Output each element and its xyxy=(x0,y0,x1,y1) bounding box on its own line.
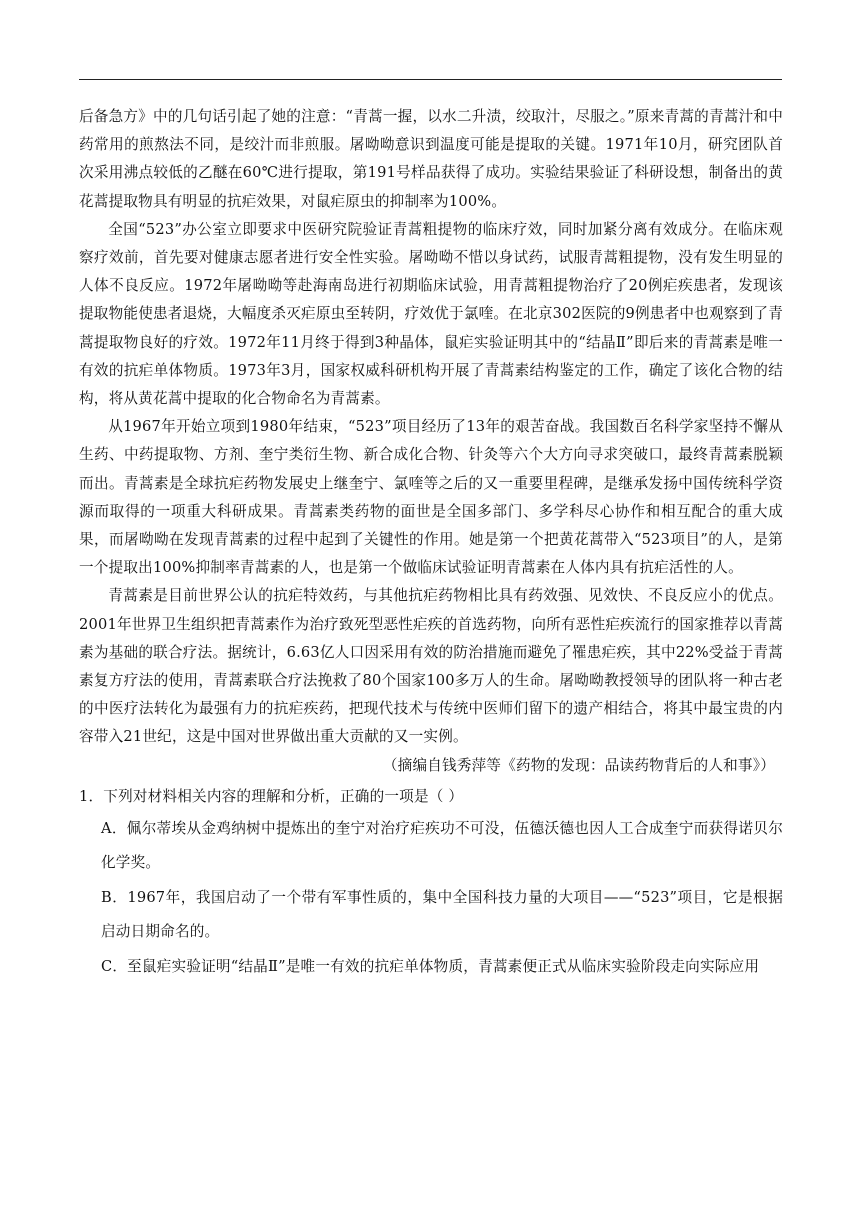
paragraph-continued: 后备急方》中的几句话引起了她的注意：“青蒿一握，以水二升渍，绞取汁，尽服之。”原来青蒿的青蒿汁和中药常用的煎熬法不同，是绞汁而非煎服。屠呦呦意识到温度可能是提取的关键。1971年10月，研究团队首次采用沸点较低的乙醚在60℃进行提取，第191号样品获得了成功。实验结果验证了科研设想，制备出的黄花蒿提取物具有明显的抗疟效果，对鼠疟原虫的抑制率为100%。 xyxy=(79,108,783,210)
option-c: C．至鼠疟实验证明“结晶Ⅱ”是唯一有效的抗疟单体物质，青蒿素便正式从临床实验阶段走向实际应用 xyxy=(101,957,760,975)
paragraph: 全国“523”办公室立即要求中医研究院验证青蒿粗提物的临床疗效，同时加紧分离有效成分。在临床观察疗效前，首先要对健康志愿者进行安全性实验。屠呦呦不惜以身试药，试服青蒿粗提物，没有发生明显的人体不良反应。1972年屠呦呦等赴海南岛进行初期临床试验，用青蒿粗提物治疗了20例疟疾患者，发现该提取物能使患者退烧，大幅度杀灭疟原虫至转阴，疗效优于氯喹。在北京302医院的9例患者中也观察到了青蒿提取物良好的疗效。1972年11月终于得到3种晶体，鼠疟实验证明其中的“结晶Ⅱ”即后来的青蒿素是唯一有效的抗疟单体物质。1973年3月，国家权威科研机构开展了青蒿素结构鉴定的工作，确定了该化合物的结构，将从黄花蒿中提取的化合物命名为青蒿素。 xyxy=(79,220,783,408)
option-b: B．1967年，我国启动了一个带有军事性质的，集中全国科技力量的大项目——“523”项目，它是根据启动日期命名的。 xyxy=(101,888,783,941)
source-citation: （摘编自钱秀萍等《药物的发现：品读药物背后的人和事》） xyxy=(382,756,775,774)
document-body xyxy=(79,103,783,984)
question-stem: 1．下列对材料相关内容的理解和分析，正确的一项是（ ） xyxy=(79,787,464,805)
question-block xyxy=(79,782,783,985)
header-rule xyxy=(79,79,782,80)
paragraph: 青蒿素是目前世界公认的抗疟特效药，与其他抗疟药物相比具有药效强、见效快、不良反应小的优点。2001年世界卫生组织把青蒿素作为治疗致死型恶性疟疾的首选药物，向所有恶性疟疾流行的国家推荐以青蒿素为基础的联合疗法。据统计，6.63亿人口因采用有效的防治措施而避免了罹患疟疾，其中22%受益于青蒿素复方疗法的使用，青蒿素联合疗法挽救了80个国家100多万人的生命。屠呦呦教授领导的团队将一种古老的中医疗法转化为最强有力的抗疟疾药，把现代技术与传统中医师们留下的遗产相结合，将其中最宝贵的内容带入21世纪，这是中国对世界做出重大贡献的又一实例。 xyxy=(79,587,783,746)
option-a: A．佩尔蒂埃从金鸡纳树中提炼出的奎宁对治疗疟疾功不可没，伍德沃德也因人工合成奎宁而获得诺贝尔化学奖。 xyxy=(101,819,783,872)
paragraph: 从1967年开始立项到1980年结束，“523”项目经历了13年的艰苦奋战。我国数百名科学家坚持不懈从生药、中药提取物、方剂、奎宁类衍生物、新合成化合物、针灸等六个大方向寻求突破口，最终青蒿素脱颖而出。青蒿素是全球抗疟药物发展史上继奎宁、氯喹等之后的又一重要里程碑，是继承发扬中国传统科学资源而取得的一项重大科研成果。青蒿素类药物的面世是全国多部门、多学科尽心协作和相互配合的重大成果，而屠呦呦在发现青蒿素的过程中起到了关键性的作用。她是第一个把黄花蒿带入“523项目”的人，是第一个提取出100%抑制率青蒿素的人，也是第一个做临床试验证明青蒿素在人体内具有抗疟活性的人。 xyxy=(79,418,783,577)
